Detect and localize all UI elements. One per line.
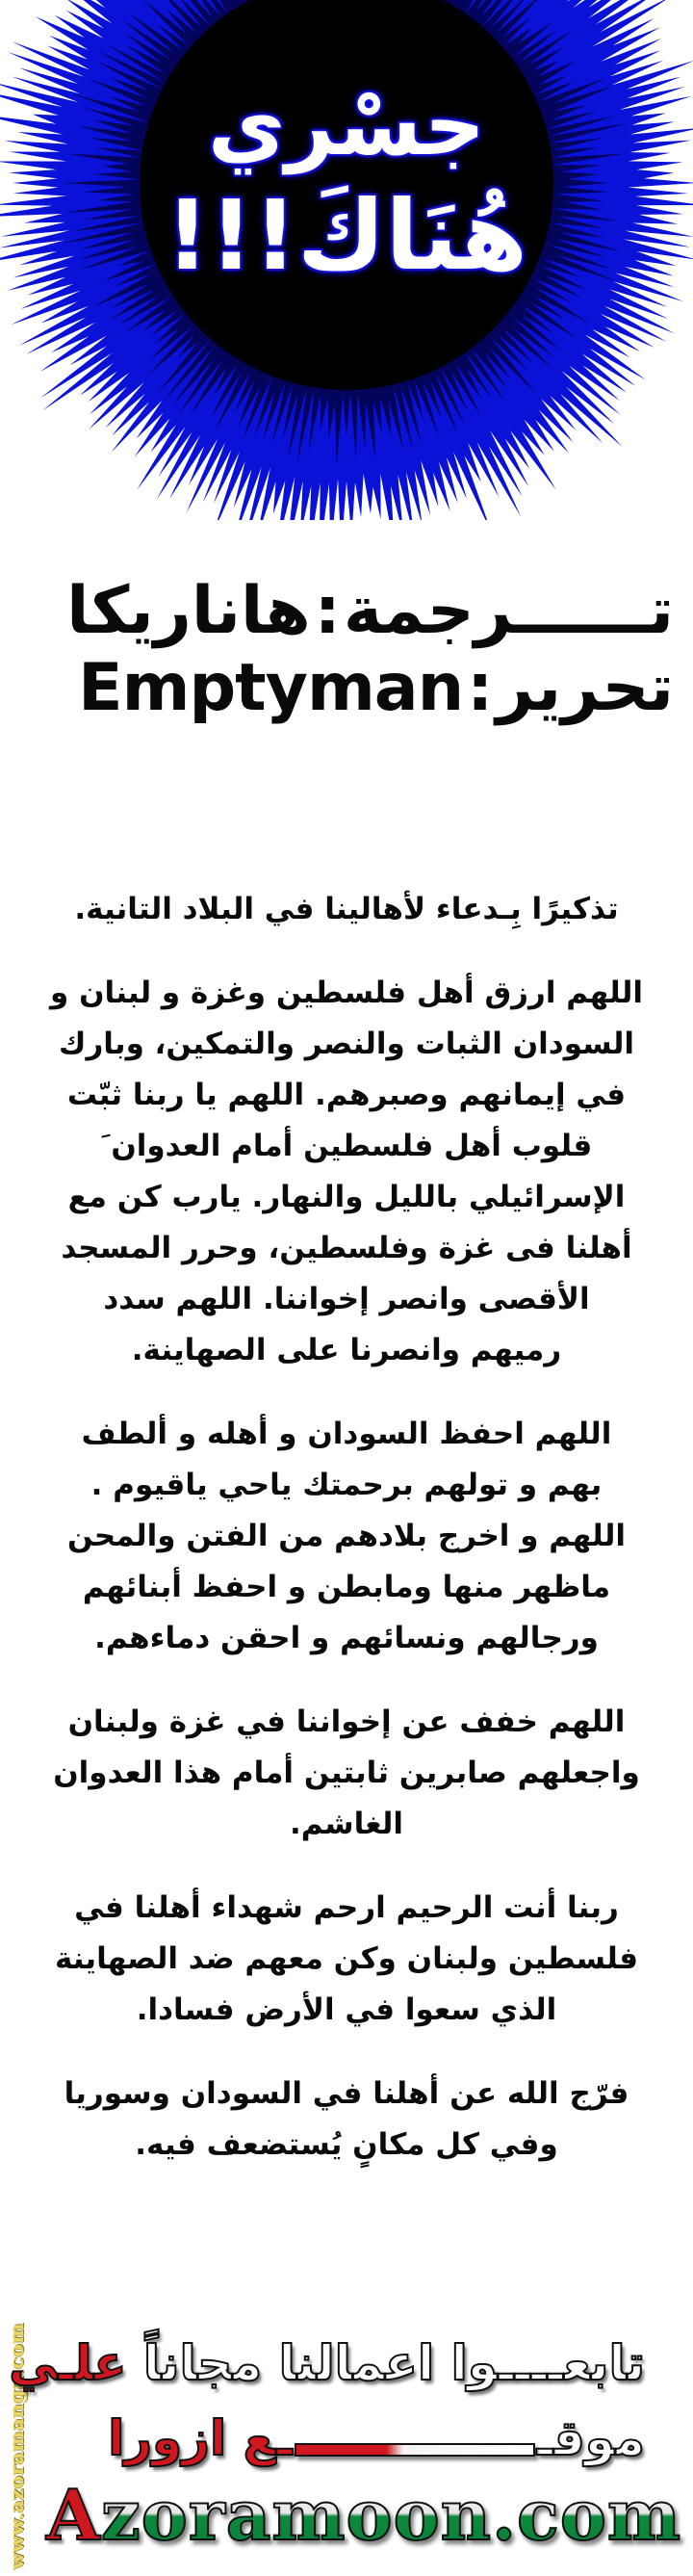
prayer-line: اللهم ارزق أهل فلسطين وغزة و لبنان و [50,976,643,1010]
prayer-line: اللهم خفف عن إخواننا في غزة ولبنان [67,1704,626,1739]
prayer-line: ورجالهم ونسائهم و احقن دماءهم. [94,1621,599,1655]
prayer-line: الأقصى وانصر إخواننا. اللهم سدد [103,1282,590,1316]
burst-title-line2: هُنَاكَ!!! [165,179,528,292]
watermark-url: www.azoramanga.com [5,2322,28,2570]
prayer-line: في إيمانهم وصبرهم. اللهم يا ربنا ثبّت [66,1078,627,1112]
prayer-line: واجعلهم صابرين ثابتين أمام هذا العدوان [53,1756,640,1790]
credits-block [66,573,674,727]
editing-label: تحرير [496,650,674,726]
prayer-line: اللهم و اخرج بلادهم من الفتن والمحن [67,1519,626,1553]
editing-separator: : [467,650,493,726]
title-burst-panel [0,0,693,520]
prayer-line: ربنا أنت الرحيم ارحم شهداء أهلنا في [74,1890,619,1925]
prayer-line: وفي كل مكانٍ يُستضعف فيه. [135,2127,558,2162]
prayer-line: الإسرائيلي بالليل والنهار. يارب كن مع [67,1180,626,1214]
promo-site-end: ـع [243,2410,293,2466]
prayer-line: تذكيرًا بِـدعاء لأهالينا في البلاد التانية. [74,892,619,926]
prayer-line: الغاشم. [290,1807,403,1841]
promo-follow-text: تابعــــوا اعمالنا مجاناً [142,2335,645,2391]
prayer-line: فرّج الله عن أهلنا في السودان وسوريا [64,2076,629,2111]
promo-line-follow [9,2332,645,2394]
prayer-paragraph-relief [38,2069,654,2171]
prayer-line: اللهم احفظ السودان و أهله و ألطف [81,1417,612,1451]
editing-credit [78,650,674,727]
prayer-line: فلسطين ولبنان وكن معهم ضد الصهاينة [54,1941,639,1976]
kashida-stretch-bar [295,2443,535,2457]
promo-line-site [48,2407,645,2469]
prayer-line: رميهم وانصرنا على الصهاينة. [131,1333,562,1367]
prayer-paragraph-sudan [38,1409,654,1664]
site-name-first-letter: A [46,2474,101,2556]
prayer-paragraph-intro [38,884,654,935]
prayer-line: قلوب أهل فلسطين أمام العدوان َ [100,1129,593,1163]
prayer-text-section [38,884,654,2203]
site-name-rest: zoramoon.com [100,2474,682,2556]
prayer-paragraph-gaza-lebanon [38,1697,654,1850]
prayer-line: بهم و تولهم برحمتك ياحي ياقيوم . [90,1468,603,1502]
prayer-line: ماظهر منها ومابطن و احفظ أبنائهم [82,1570,611,1604]
prayer-paragraph-martyrs [38,1883,654,2036]
site-name-logo [46,2474,682,2556]
translation-label: تــــــرجمة [343,573,674,649]
translator-name: هاناريكا [66,573,311,649]
prayer-paragraph-palestine [38,968,654,1376]
promo-site-start: موقـ [536,2410,645,2466]
promo-azora-text: ازورا [108,2410,227,2466]
prayer-line: السودان الثبات والنصر والتمكين، وبارك [59,1027,634,1061]
translation-credit [66,573,674,650]
prayer-line: الذي سعوا في الأرض فسادا. [136,1992,557,2027]
prayer-line: أهلنا فى غزة وفلسطين، وحرر المسجد [61,1231,632,1265]
translation-separator: : [314,573,340,649]
editor-name: Emptyman [78,650,464,726]
promo-on-text: علـي [9,2335,127,2391]
burst-title-line1: جسْري [207,75,486,174]
